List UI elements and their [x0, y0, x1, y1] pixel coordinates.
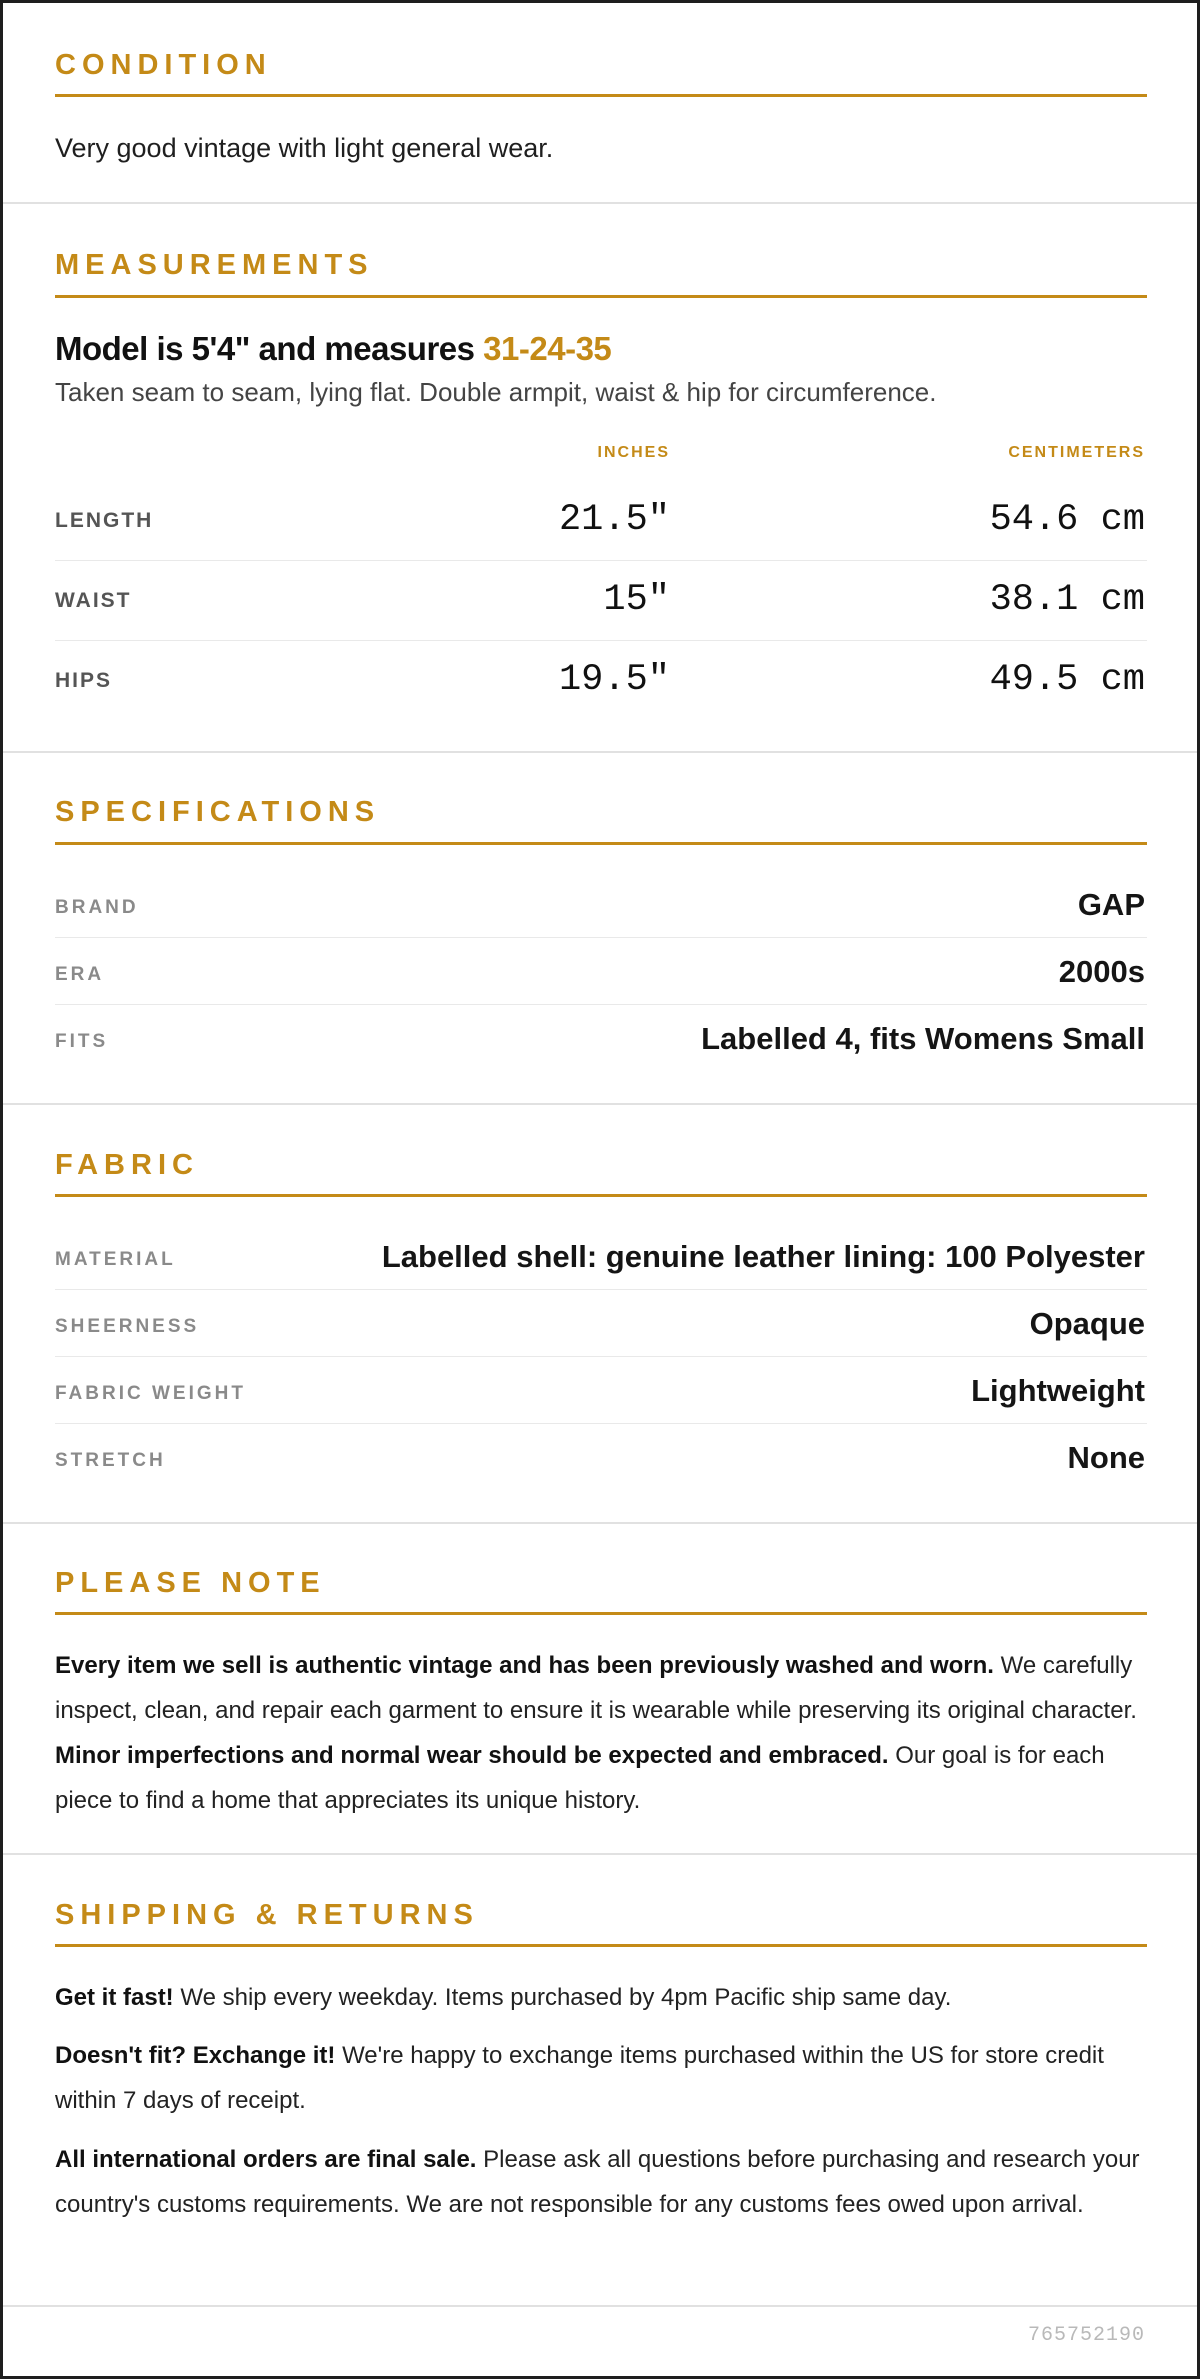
- measurements-rule: [55, 295, 1147, 298]
- fabric-label-sheerness: SHEERNESS: [55, 1316, 200, 1337]
- fabric-heading: FABRIC: [55, 1149, 199, 1181]
- section-divider: [3, 2305, 1197, 2307]
- row-divider: [55, 1289, 1147, 1290]
- spec-value-brand: GAP: [1077, 887, 1145, 922]
- section-divider: [3, 202, 1197, 204]
- spec-value-era: 2000s: [1058, 954, 1145, 989]
- please-note-bold-2: Minor imperfections and normal wear should be expected and embraced.: [55, 1742, 889, 1769]
- shipping-text-international: Please ask all questions before purchasing and research your country's customs requirements. We are not responsible for any customs fees owed upon arrival.: [55, 2146, 1140, 2218]
- measurement-cm-length: 54.6 cm: [989, 499, 1145, 541]
- shipping-paragraph-exchange: [55, 2033, 1147, 2123]
- fabric-value-weight: Lightweight: [971, 1373, 1145, 1408]
- row-divider: [55, 937, 1147, 938]
- model-measurements: [55, 330, 611, 368]
- please-note-rule: [55, 1612, 1147, 1615]
- condition-heading: CONDITION: [55, 49, 272, 81]
- inches-column-header: INCHES: [597, 444, 670, 461]
- model-stats: 31-24-35: [483, 330, 612, 367]
- measurement-inches-waist: 15": [603, 579, 670, 621]
- measurement-label-hips: HIPS: [55, 669, 113, 692]
- row-divider: [55, 1004, 1147, 1005]
- section-divider: [3, 751, 1197, 753]
- condition-text: Very good vintage with light general wear.: [55, 133, 554, 163]
- row-divider: [55, 1423, 1147, 1424]
- please-note-text: [55, 1643, 1147, 1823]
- spec-label-fits: FITS: [55, 1031, 109, 1052]
- shipping-paragraph-fast: [55, 1975, 1147, 2020]
- section-divider: [3, 1103, 1197, 1105]
- measurements-heading: MEASUREMENTS: [55, 249, 374, 281]
- row-divider: [55, 1356, 1147, 1357]
- measurement-inches-hips: 19.5": [558, 659, 670, 701]
- please-note-bold-1: Every item we sell is authentic vintage and has been previously washed and worn.: [55, 1652, 994, 1679]
- measurement-cm-waist: 38.1 cm: [989, 579, 1145, 621]
- specifications-rule: [55, 842, 1147, 845]
- spec-value-fits: Labelled 4, fits Womens Small: [701, 1021, 1145, 1056]
- fabric-label-stretch: STRETCH: [55, 1450, 166, 1471]
- shipping-bold-exchange: Doesn't fit? Exchange it!: [55, 2042, 336, 2069]
- product-id: 765752190: [1027, 2324, 1145, 2347]
- please-note-text-1: We carefully inspect, clean, and repair each garment to ensure it is wearable while preserving its original character.: [55, 1652, 1137, 1724]
- row-divider: [55, 560, 1147, 561]
- please-note-text-2: Our goal is for each piece to find a home that appreciates its unique history.: [55, 1742, 1105, 1814]
- fabric-value-sheerness: Opaque: [1029, 1306, 1145, 1341]
- shipping-paragraph-international: [55, 2137, 1147, 2227]
- measurement-note: Taken seam to seam, lying flat. Double armpit, waist & hip for circumference.: [55, 377, 937, 407]
- spec-label-era: ERA: [55, 964, 105, 985]
- model-prefix: Model is 5'4" and measures: [55, 330, 484, 367]
- section-divider: [3, 1853, 1197, 1855]
- shipping-text-fast: We ship every weekday. Items purchased by 4pm Pacific ship same day.: [173, 1984, 952, 2011]
- section-divider: [3, 1522, 1197, 1524]
- measurement-cm-hips: 49.5 cm: [989, 659, 1145, 701]
- shipping-heading: SHIPPING & RETURNS: [55, 1899, 479, 1931]
- shipping-bold-fast: Get it fast!: [55, 1984, 174, 2011]
- fabric-value-material: Labelled shell: genuine leather lining: 100 Polyester: [381, 1239, 1145, 1274]
- centimeters-column-header: CENTIMETERS: [1008, 444, 1145, 461]
- please-note-heading: PLEASE NOTE: [55, 1567, 326, 1599]
- fabric-label-weight: FABRIC WEIGHT: [55, 1383, 246, 1404]
- measurement-label-waist: WAIST: [55, 589, 132, 612]
- fabric-label-material: MATERIAL: [55, 1249, 176, 1270]
- condition-rule: [55, 94, 1147, 97]
- measurement-label-length: LENGTH: [55, 509, 154, 532]
- specifications-heading: SPECIFICATIONS: [55, 796, 381, 828]
- spec-label-brand: BRAND: [55, 897, 139, 918]
- shipping-bold-international: All international orders are final sale.: [55, 2146, 477, 2173]
- fabric-rule: [55, 1194, 1147, 1197]
- measurement-inches-length: 21.5": [558, 499, 670, 541]
- shipping-text-exchange: We're happy to exchange items purchased within the US for store credit within 7 days of receipt.: [55, 2042, 1104, 2114]
- row-divider: [55, 640, 1147, 641]
- fabric-value-stretch: None: [1067, 1440, 1145, 1475]
- shipping-rule: [55, 1944, 1147, 1947]
